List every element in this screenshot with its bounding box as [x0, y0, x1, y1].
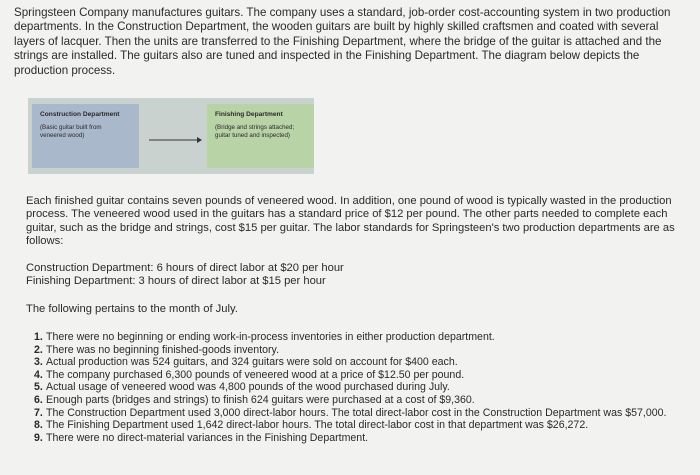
list-item	[34, 419, 690, 432]
intro-paragraph: Springsteen Company manufactures guitars. The company uses a standard, job-order cost-accounting system in two production departments. In the Construction Department, the wooden guitars are built by highly skilled craftsmen and coated with several layers of lacquer. Then the units are transferred to the Finishing Department, where the bridge of the guitar is attached and the strings are installed. The guitars also are tuned and inspected in the Finishing Department. The diagram below depicts the production process.	[14, 6, 671, 77]
production-process-diagram	[28, 98, 314, 174]
labor-standards	[26, 262, 686, 289]
list-item-number: 8.	[34, 419, 43, 432]
list-item-number: 5.	[34, 381, 43, 394]
construction-department-box	[32, 104, 139, 168]
list-item	[34, 344, 690, 357]
list-item-text: The Finishing Department used 1,642 direct-labor hours. The total direct-labor cost in that department was $26,272.	[46, 419, 589, 432]
list-item-text: Actual production was 524 guitars, and 324 guitars were sold on account for $400 each.	[46, 356, 458, 369]
list-item-number: 1.	[34, 331, 43, 343]
list-item-text: The company purchased 6,300 pounds of veneered wood at a price of $12.50 per pound.	[46, 368, 465, 381]
finishing-labor-standard: Finishing Department: 3 hours of direct labor at $15 per hour	[26, 275, 326, 288]
finishing-department-description: (Bridge and strings attached; guitar tuned and inspected)	[215, 124, 295, 139]
construction-labor-standard: Construction Department: 6 hours of direct labor at $20 per hour	[26, 262, 344, 274]
finishing-department-title: Finishing Department	[215, 111, 283, 118]
list-item	[34, 381, 690, 394]
list-item	[34, 432, 690, 445]
materials-paragraph: Each finished guitar contains seven pounds of veneered wood. In addition, one pound of wood is typically wasted in the production process. The veneered wood used in the guitars has a standard price of $12 per pound. The other parts needed to complete each guitar, such as the bridge and strings, cost $15 per guitar. The labor standards for Springsteen's two production departments are as follows:	[26, 195, 675, 248]
list-item-number: 4.	[34, 368, 43, 381]
list-item-number: 9.	[34, 431, 43, 444]
list-item-number: 2.	[34, 343, 43, 356]
list-item-text: Enough parts (bridges and strings) to finish 624 guitars were purchased at a cost of $9,360.	[46, 393, 475, 406]
list-item	[34, 407, 690, 420]
list-item	[34, 356, 690, 369]
arrow-right-icon	[147, 135, 203, 145]
list-item-text: Actual usage of veneered wood was 4,800 pounds of the wood purchased during July.	[46, 381, 450, 394]
month-note: The following pertains to the month of July.	[26, 303, 238, 315]
list-item-text: There was no beginning finished-goods inventory.	[46, 343, 280, 356]
list-item	[34, 369, 690, 382]
construction-department-description: (Basic guitar built from veneered wood)	[40, 124, 102, 139]
list-item-text: The Construction Department used 3,000 direct-labor hours. The total direct-labor cost in the Construction Department was $57,000.	[46, 406, 667, 419]
list-item-text: There were no direct-material variances in the Finishing Department.	[46, 431, 369, 444]
list-item	[34, 394, 690, 407]
list-item-number: 3.	[34, 356, 43, 369]
list-item-number: 7.	[34, 406, 43, 419]
list-item	[34, 331, 690, 344]
july-facts-list	[34, 331, 690, 444]
finishing-department-box	[207, 104, 314, 168]
list-item-text: There were no beginning or ending work-in-process inventories in either production department.	[46, 331, 495, 343]
list-item-number: 6.	[34, 393, 43, 406]
construction-department-title: Construction Department	[40, 111, 120, 118]
